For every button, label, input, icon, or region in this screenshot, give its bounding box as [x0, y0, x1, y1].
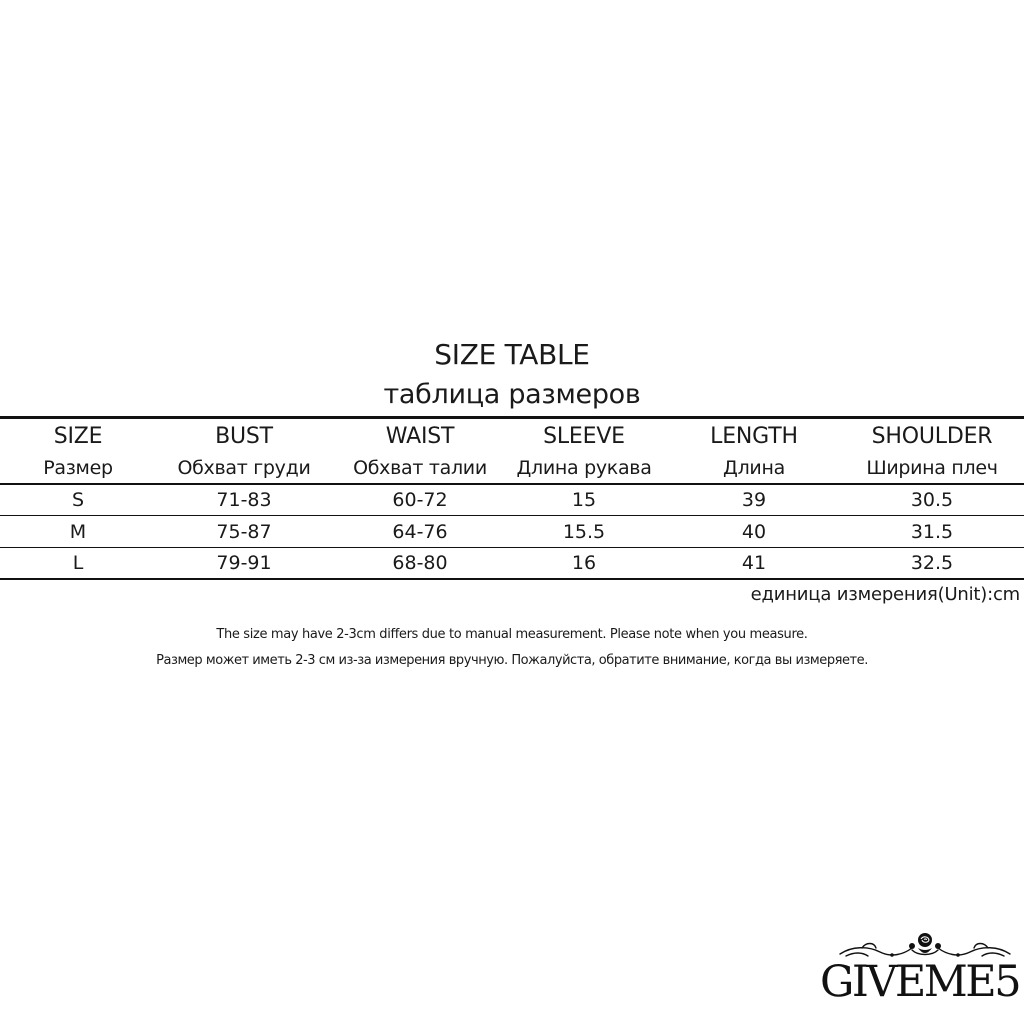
- cell-size: S: [71, 489, 85, 511]
- size-table: [0, 416, 1024, 580]
- cell-bust: 71-83: [216, 489, 272, 511]
- header-waist-ru: Обхват талии: [353, 457, 487, 479]
- header-length: LENGTH: [710, 424, 798, 449]
- header-size: SIZE: [53, 424, 103, 449]
- header-shoulder: SHOULDER: [871, 424, 993, 449]
- measurement-note-english: The size may have 2-3cm differs due to manual measurement. Please note when you measure.: [216, 627, 808, 642]
- cell-bust: 75-87: [216, 521, 272, 543]
- header-size-ru: Размер: [43, 457, 113, 479]
- cell-length: 40: [741, 521, 767, 543]
- cell-length: 41: [741, 552, 767, 574]
- cell-bust: 79-91: [216, 552, 272, 574]
- table-row: [0, 517, 1024, 547]
- cell-waist: 60-72: [392, 489, 448, 511]
- table-row: [0, 548, 1024, 578]
- cell-waist: 64-76: [392, 521, 448, 543]
- unit-note: единица измерения(Unit):cm: [750, 584, 1020, 605]
- cell-sleeve: 16: [571, 552, 597, 574]
- cell-size: M: [69, 521, 87, 543]
- header-bust: BUST: [215, 424, 273, 449]
- header-sleeve: SLEEVE: [543, 424, 625, 449]
- cell-shoulder: 32.5: [910, 552, 954, 574]
- cell-waist: 68-80: [392, 552, 448, 574]
- cell-length: 39: [741, 489, 767, 511]
- table-row: [0, 485, 1024, 515]
- table-title: SIZE TABLE: [434, 338, 590, 371]
- cell-shoulder: 31.5: [910, 521, 954, 543]
- table-title-russian: таблица размеров: [383, 379, 641, 410]
- header-shoulder-ru: Ширина плеч: [866, 457, 998, 479]
- cell-sleeve: 15.5: [562, 521, 606, 543]
- cell-shoulder: 30.5: [910, 489, 954, 511]
- cell-size: L: [72, 552, 84, 574]
- header-length-ru: Длина: [723, 457, 785, 479]
- cell-sleeve: 15: [571, 489, 597, 511]
- header-row-english: [0, 419, 1024, 455]
- header-bust-ru: Обхват груди: [177, 457, 311, 479]
- header-sleeve-ru: Длина рукава: [516, 457, 652, 479]
- header-waist: WAIST: [385, 424, 455, 449]
- brand-logo: [814, 928, 1024, 1024]
- measurement-note-russian: Размер может иметь 2-3 см из-за измерения вручную. Пожалуйста, обратите внимание, когда вы измеряете.: [156, 653, 868, 668]
- row-divider: [0, 515, 1024, 516]
- brand-name: GIVEME5: [820, 957, 1020, 1007]
- header-row-russian: [0, 453, 1024, 483]
